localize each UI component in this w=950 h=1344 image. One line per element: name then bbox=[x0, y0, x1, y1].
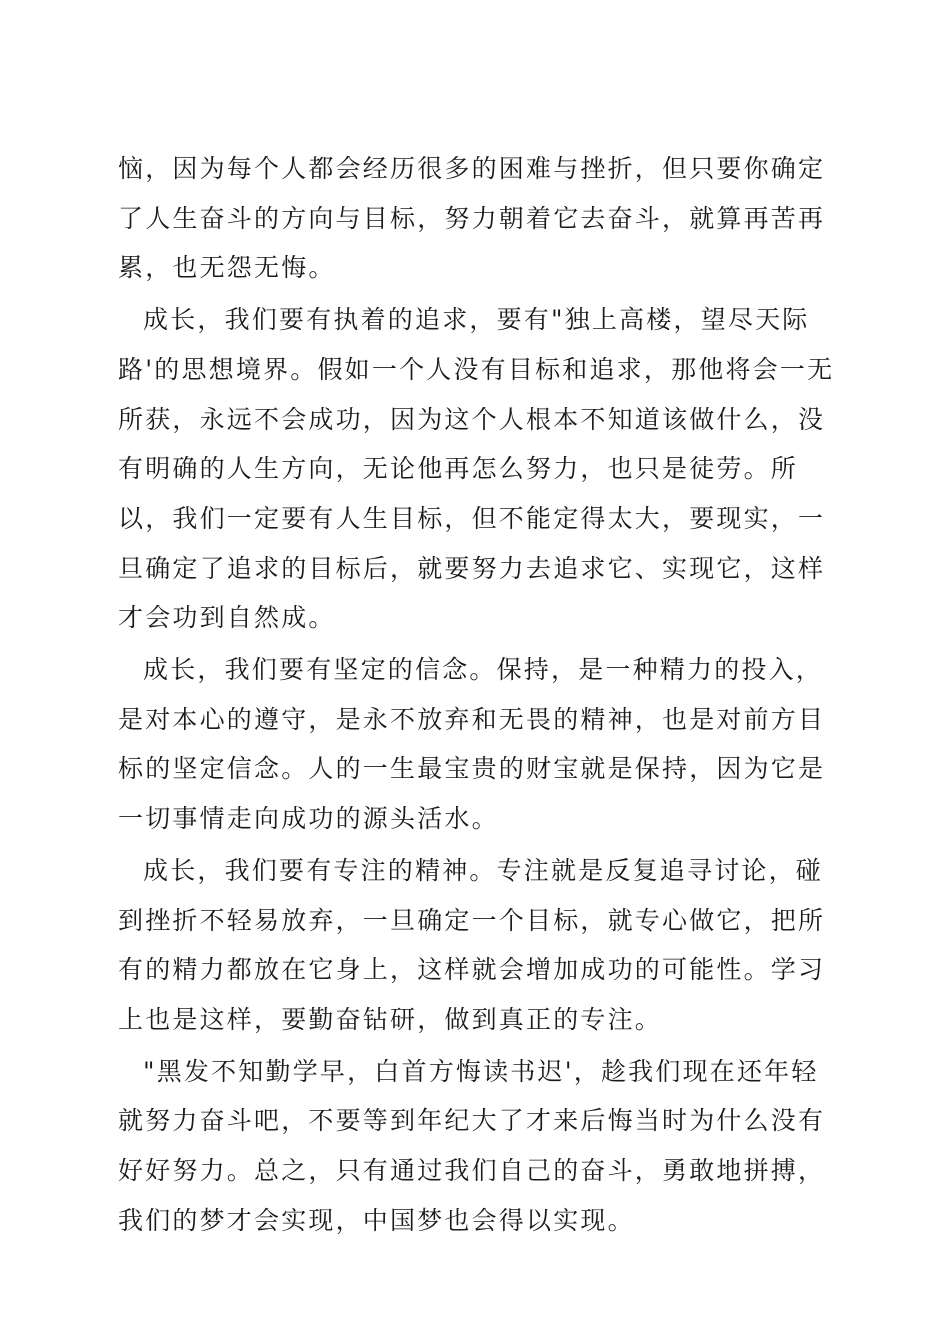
paragraph-conclusion: "黑发不知勤学早，白首方悔读书迟'，趁我们现在还年轻就努力奋斗吧，不要等到年纪大了才来后悔当时为什么没有好好努力。总之，只有通过我们自己的奋斗，勇敢地拼搏，我们的梦才会实现，中国梦也会得以实现。 bbox=[118, 1056, 826, 1235]
paragraph-pursuit: 成长，我们要有执着的追求，要有"独上高楼，望尽天际路'的思想境界。假如一个人没有目标和追求，那他将会一无所获，永远不会成功，因为这个人根本不知道该做什么，没有明确的人生方向，无论他再怎么努力，也只是徒劳。所以，我们一定要有人生目标，但不能定得太大，要现实，一旦确定了追求的目标后，就要努力去追求它、实现它，这样才会功到自然成。 bbox=[118, 305, 835, 633]
document-body bbox=[118, 144, 838, 1247]
paragraph-focus: 成长，我们要有专注的精神。专注就是反复追寻讨论，碰到挫折不轻易放弃，一旦确定一个目标，就专心做它，把所有的精力都放在它身上，这样就会增加成功的可能性。学习上也是这样，要勤奋钻研，做到真正的专注。 bbox=[118, 855, 826, 1034]
paragraph-continued: 恼，因为每个人都会经历很多的困难与挫折，但只要你确定了人生奋斗的方向与目标，努力朝着它去奋斗，就算再苦再累，也无怨无悔。 bbox=[118, 154, 826, 283]
paragraph-belief: 成长，我们要有坚定的信念。保持，是一种精力的投入，是对本心的遵守，是永不放弃和无畏的精神，也是对前方目标的坚定信念。人的一生最宝贵的财宝就是保持，因为它是一切事情走向成功的源头活水。 bbox=[118, 655, 826, 834]
